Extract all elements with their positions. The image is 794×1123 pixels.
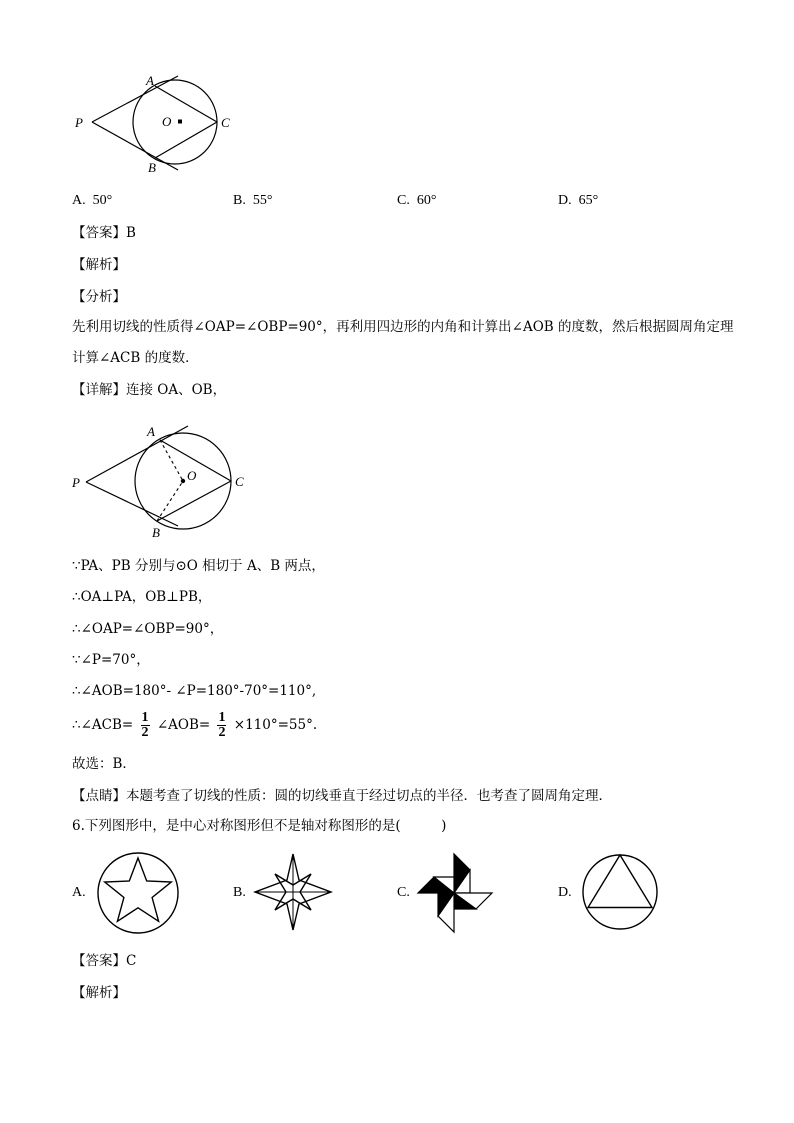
star-in-circle-figure xyxy=(95,850,181,936)
compass-star-figure xyxy=(253,852,333,932)
label-b: B xyxy=(152,525,160,540)
center-point-o xyxy=(178,120,182,124)
q5-jiexi-heading: 【解析】 xyxy=(72,257,126,273)
q5-option-c xyxy=(397,193,436,209)
q5-answer: 【答案】B xyxy=(72,225,136,241)
q6-option-c-letter: C. xyxy=(397,885,410,900)
tangent-circle-figure-1 xyxy=(70,70,240,180)
label-c: C xyxy=(221,115,230,130)
q6-answer: 【答案】C xyxy=(72,953,137,969)
q6-option-b-letter: B. xyxy=(233,885,246,900)
label-o: O xyxy=(187,468,197,483)
tangent-line-pb xyxy=(86,482,178,526)
chord-bc xyxy=(157,481,231,521)
q5-comment: 【点睛】本题考查了切线的性质：圆的切线垂直于经过切点的半径．也考查了圆周角定理． xyxy=(72,788,612,804)
q5-option-d xyxy=(558,193,598,209)
option-value: 60° xyxy=(416,193,437,208)
choose-answer: 故选：B． xyxy=(72,756,136,772)
label-p: P xyxy=(72,475,80,490)
step-6-part-c: ×110°=55°. xyxy=(233,717,318,733)
q5-detail-heading: 【详解】连接 OA、OB， xyxy=(72,382,227,398)
q5-analysis-line-2: 计算∠ACB 的度数． xyxy=(72,350,199,366)
radius-ob-dashed xyxy=(157,481,183,521)
step-4: ∵∠P=70°， xyxy=(72,652,150,668)
center-point-o xyxy=(181,479,185,483)
step-6 xyxy=(72,710,317,740)
q6-stem: 6.下列图形中，是中心对称图形但不是轴对称图形的是( ) xyxy=(72,818,447,834)
q6-option-d-letter: D. xyxy=(558,885,572,900)
option-value: 55° xyxy=(252,193,273,208)
fraction-one-half xyxy=(217,711,226,740)
fraction-one-half xyxy=(141,711,150,740)
step-6-part-a: ∴∠ACB= xyxy=(72,717,134,733)
label-a: A xyxy=(147,424,155,439)
step-2: ∴OA⊥PA，OB⊥PB， xyxy=(72,589,212,605)
label-b: B xyxy=(148,160,156,175)
step-3: ∴∠OAP=∠OBP=90°， xyxy=(72,621,224,637)
option-letter: C. xyxy=(397,193,410,208)
q5-analysis-line-1: 先利用切线的性质得∠OAP=∠OBP=90°，再利用四边形的内角和计算出∠AOB 的度数，然后根据圆周角定理 xyxy=(72,319,734,335)
fraction-numerator: 1 xyxy=(141,710,149,725)
q6-jiexi-heading: 【解析】 xyxy=(72,985,126,1001)
option-letter: A. xyxy=(72,193,86,208)
q5-option-a xyxy=(72,193,112,209)
tangent-line-pb xyxy=(92,122,178,170)
fraction-denominator: 2 xyxy=(218,725,226,740)
tangent-circle-figure-2 xyxy=(70,420,250,540)
q6-option-a-letter: A. xyxy=(72,885,86,900)
label-c: C xyxy=(235,474,244,489)
label-p: P xyxy=(75,115,83,130)
label-a: A xyxy=(146,73,154,88)
q5-option-b xyxy=(233,193,272,209)
option-value: 50° xyxy=(92,193,113,208)
triangle-in-circle-figure xyxy=(580,852,660,932)
fraction-denominator: 2 xyxy=(141,725,149,740)
tangent-line-pa xyxy=(86,426,188,482)
step-1: ∵PA、PB 分别与⊙O 相切于 A、B 两点， xyxy=(72,558,325,574)
q5-fenxi-heading: 【分析】 xyxy=(72,289,126,305)
option-letter: B. xyxy=(233,193,246,208)
step-5: ∴∠AOB=180°- ∠P=180°-70°=110°, xyxy=(72,683,317,699)
option-value: 65° xyxy=(578,193,599,208)
step-6-part-b: ∠AOB= xyxy=(156,717,211,733)
label-o: O xyxy=(162,114,172,129)
fraction-numerator: 1 xyxy=(218,710,226,725)
pinwheel-figure xyxy=(416,852,496,934)
option-letter: D. xyxy=(558,193,572,208)
